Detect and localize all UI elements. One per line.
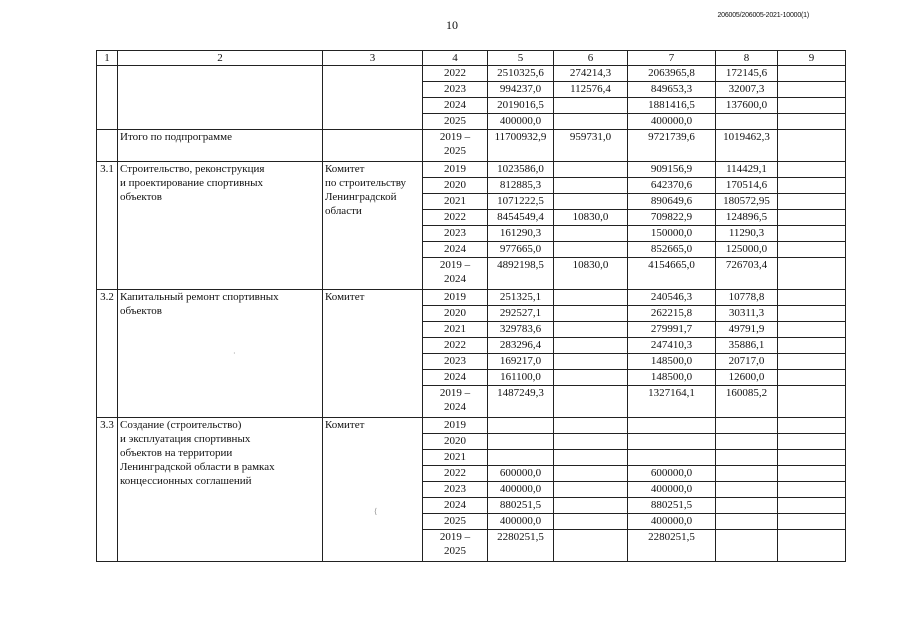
cell-c9 [778, 322, 846, 338]
cell-c9 [778, 498, 846, 514]
cell-c9 [778, 98, 846, 114]
cell-c6 [554, 530, 628, 562]
cell-c7: 880251,5 [628, 498, 716, 514]
row-name: Создание (строительство) и эксплуатация спортивных объектов на территории Ленинградской области в рамках концессионных соглашений [118, 418, 323, 562]
table-row [97, 418, 846, 434]
cell-c6 [554, 498, 628, 514]
cell-c8: 726703,4 [716, 258, 778, 290]
cell-c5 [488, 418, 554, 434]
cell-c5: 161290,3 [488, 226, 554, 242]
cell-c9 [778, 194, 846, 210]
cell-c5: 812885,3 [488, 178, 554, 194]
header-col-6: 6 [554, 51, 628, 66]
row-year: 2019 – 2025 [423, 130, 488, 162]
cell-c6 [554, 434, 628, 450]
cell-c5: 400000,0 [488, 482, 554, 498]
row-year: 2023 [423, 226, 488, 242]
table-row [97, 162, 846, 178]
cell-c8 [716, 466, 778, 482]
cell-c5: 1071222,5 [488, 194, 554, 210]
cell-c7: 148500,0 [628, 370, 716, 386]
cell-c5: 4892198,5 [488, 258, 554, 290]
cell-c6 [554, 338, 628, 354]
cell-c5: 329783,6 [488, 322, 554, 338]
cell-c5: 251325,1 [488, 290, 554, 306]
cell-c6 [554, 226, 628, 242]
row-number: 3.1 [97, 162, 118, 290]
cell-c9 [778, 162, 846, 178]
cell-c5: 283296,4 [488, 338, 554, 354]
cell-c5: 880251,5 [488, 498, 554, 514]
cell-c7: 400000,0 [628, 114, 716, 130]
cell-c8: 172145,6 [716, 66, 778, 82]
cell-c7: 1881416,5 [628, 98, 716, 114]
cell-c8 [716, 482, 778, 498]
cell-c7: 600000,0 [628, 466, 716, 482]
cell-c6: 274214,3 [554, 66, 628, 82]
row-year: 2024 [423, 98, 488, 114]
cell-c8 [716, 434, 778, 450]
row-year: 2019 [423, 418, 488, 434]
cell-c5: 1023586,0 [488, 162, 554, 178]
cell-c7: 150000,0 [628, 226, 716, 242]
cell-c8: 10778,8 [716, 290, 778, 306]
row-number [97, 66, 118, 130]
cell-c8 [716, 418, 778, 434]
header-col-5: 5 [488, 51, 554, 66]
cell-c6 [554, 242, 628, 258]
row-name [118, 66, 323, 130]
cell-c6 [554, 466, 628, 482]
cell-c7: 642370,6 [628, 178, 716, 194]
cell-c5 [488, 434, 554, 450]
cell-c5: 400000,0 [488, 514, 554, 530]
row-executor [323, 130, 423, 162]
row-year: 2020 [423, 434, 488, 450]
row-year: 2019 – 2024 [423, 386, 488, 418]
header-col-2: 2 [118, 51, 323, 66]
header-col-8: 8 [716, 51, 778, 66]
cell-c6 [554, 178, 628, 194]
cell-c7: 9721739,6 [628, 130, 716, 162]
row-year: 2019 – 2024 [423, 258, 488, 290]
cell-c6: 10830,0 [554, 210, 628, 226]
cell-c9 [778, 450, 846, 466]
scan-mark: ⟨ [374, 507, 378, 516]
cell-c6 [554, 450, 628, 466]
cell-c8: 1019462,3 [716, 130, 778, 162]
cell-c9 [778, 258, 846, 290]
cell-c9 [778, 66, 846, 82]
cell-c9 [778, 82, 846, 98]
cell-c6 [554, 354, 628, 370]
table-row [97, 130, 846, 162]
row-year: 2022 [423, 338, 488, 354]
cell-c6 [554, 194, 628, 210]
cell-c6 [554, 514, 628, 530]
cell-c9 [778, 418, 846, 434]
header-col-9: 9 [778, 51, 846, 66]
document-code: 206005/206005-2021-10000(1) [717, 12, 809, 19]
cell-c9 [778, 482, 846, 498]
row-name: Строительство, реконструкция и проектирование спортивных объектов [118, 162, 323, 290]
row-year: 2022 [423, 466, 488, 482]
cell-c8 [716, 514, 778, 530]
row-year: 2019 – 2025 [423, 530, 488, 562]
cell-c9 [778, 338, 846, 354]
cell-c8 [716, 530, 778, 562]
row-number [97, 130, 118, 162]
cell-c7 [628, 418, 716, 434]
cell-c8 [716, 450, 778, 466]
row-year: 2019 [423, 290, 488, 306]
cell-c7: 709822,9 [628, 210, 716, 226]
cell-c6 [554, 386, 628, 418]
cell-c6 [554, 418, 628, 434]
row-year: 2024 [423, 242, 488, 258]
row-year: 2020 [423, 178, 488, 194]
cell-c5: 600000,0 [488, 466, 554, 482]
cell-c9 [778, 130, 846, 162]
cell-c5: 400000,0 [488, 114, 554, 130]
cell-c9 [778, 434, 846, 450]
cell-c7: 262215,8 [628, 306, 716, 322]
cell-c7: 400000,0 [628, 482, 716, 498]
cell-c7: 148500,0 [628, 354, 716, 370]
header-col-4: 4 [423, 51, 488, 66]
cell-c6: 959731,0 [554, 130, 628, 162]
header-col-1: 1 [97, 51, 118, 66]
cell-c7: 890649,6 [628, 194, 716, 210]
row-year: 2021 [423, 450, 488, 466]
scan-speck: · [233, 349, 236, 358]
cell-c8: 180572,95 [716, 194, 778, 210]
cell-c5: 169217,0 [488, 354, 554, 370]
row-executor [323, 66, 423, 130]
header-col-3: 3 [323, 51, 423, 66]
page-number: 10 [446, 18, 458, 32]
row-executor: Комитет по строительству Ленинградской области [323, 162, 423, 290]
budget-table [96, 50, 846, 562]
cell-c7 [628, 434, 716, 450]
row-year: 2021 [423, 322, 488, 338]
row-year: 2023 [423, 482, 488, 498]
cell-c9 [778, 386, 846, 418]
row-year: 2023 [423, 354, 488, 370]
cell-c9 [778, 306, 846, 322]
cell-c8: 12600,0 [716, 370, 778, 386]
cell-c7: 240546,3 [628, 290, 716, 306]
cell-c6 [554, 322, 628, 338]
cell-c9 [778, 370, 846, 386]
cell-c7: 909156,9 [628, 162, 716, 178]
cell-c7: 1327164,1 [628, 386, 716, 418]
row-name: Капитальный ремонт спортивных объектов [118, 290, 323, 418]
cell-c8: 11290,3 [716, 226, 778, 242]
cell-c8: 114429,1 [716, 162, 778, 178]
cell-c6 [554, 306, 628, 322]
row-year: 2024 [423, 498, 488, 514]
cell-c5 [488, 450, 554, 466]
cell-c9 [778, 466, 846, 482]
cell-c5: 1487249,3 [488, 386, 554, 418]
cell-c9 [778, 178, 846, 194]
cell-c7: 852665,0 [628, 242, 716, 258]
cell-c7: 2063965,8 [628, 66, 716, 82]
row-executor: Комитет [323, 418, 423, 562]
row-year: 2025 [423, 114, 488, 130]
cell-c9 [778, 514, 846, 530]
cell-c5: 2280251,5 [488, 530, 554, 562]
cell-c7: 400000,0 [628, 514, 716, 530]
cell-c6 [554, 114, 628, 130]
cell-c9 [778, 290, 846, 306]
cell-c7: 4154665,0 [628, 258, 716, 290]
cell-c6 [554, 98, 628, 114]
cell-c9 [778, 242, 846, 258]
cell-c5: 161100,0 [488, 370, 554, 386]
cell-c8 [716, 114, 778, 130]
cell-c6: 112576,4 [554, 82, 628, 98]
cell-c6 [554, 290, 628, 306]
cell-c7: 849653,3 [628, 82, 716, 98]
cell-c5: 977665,0 [488, 242, 554, 258]
row-year: 2020 [423, 306, 488, 322]
cell-c6: 10830,0 [554, 258, 628, 290]
cell-c7: 279991,7 [628, 322, 716, 338]
row-year: 2022 [423, 66, 488, 82]
cell-c7: 2280251,5 [628, 530, 716, 562]
cell-c8: 160085,2 [716, 386, 778, 418]
cell-c7: 247410,3 [628, 338, 716, 354]
cell-c9 [778, 354, 846, 370]
cell-c7 [628, 450, 716, 466]
header-row [97, 51, 846, 66]
row-year: 2025 [423, 514, 488, 530]
cell-c8: 30311,3 [716, 306, 778, 322]
header-col-7: 7 [628, 51, 716, 66]
row-name: Итого по подпрограмме [118, 130, 323, 162]
cell-c8: 49791,9 [716, 322, 778, 338]
cell-c5: 994237,0 [488, 82, 554, 98]
row-year: 2022 [423, 210, 488, 226]
row-year: 2023 [423, 82, 488, 98]
cell-c8: 124896,5 [716, 210, 778, 226]
cell-c8: 125000,0 [716, 242, 778, 258]
cell-c9 [778, 530, 846, 562]
row-year: 2021 [423, 194, 488, 210]
cell-c5: 11700932,9 [488, 130, 554, 162]
cell-c5: 8454549,4 [488, 210, 554, 226]
row-executor: Комитет [323, 290, 423, 418]
table-body [97, 66, 846, 562]
cell-c8: 35886,1 [716, 338, 778, 354]
cell-c5: 292527,1 [488, 306, 554, 322]
cell-c9 [778, 114, 846, 130]
cell-c9 [778, 226, 846, 242]
row-year: 2019 [423, 162, 488, 178]
cell-c6 [554, 482, 628, 498]
cell-c5: 2019016,5 [488, 98, 554, 114]
cell-c6 [554, 162, 628, 178]
cell-c9 [778, 210, 846, 226]
cell-c8: 32007,3 [716, 82, 778, 98]
cell-c6 [554, 370, 628, 386]
table-row [97, 66, 846, 82]
cell-c5: 2510325,6 [488, 66, 554, 82]
row-year: 2024 [423, 370, 488, 386]
row-number: 3.3 [97, 418, 118, 562]
table-row [97, 290, 846, 306]
cell-c8: 170514,6 [716, 178, 778, 194]
cell-c8: 137600,0 [716, 98, 778, 114]
cell-c8 [716, 498, 778, 514]
row-number: 3.2 [97, 290, 118, 418]
cell-c8: 20717,0 [716, 354, 778, 370]
